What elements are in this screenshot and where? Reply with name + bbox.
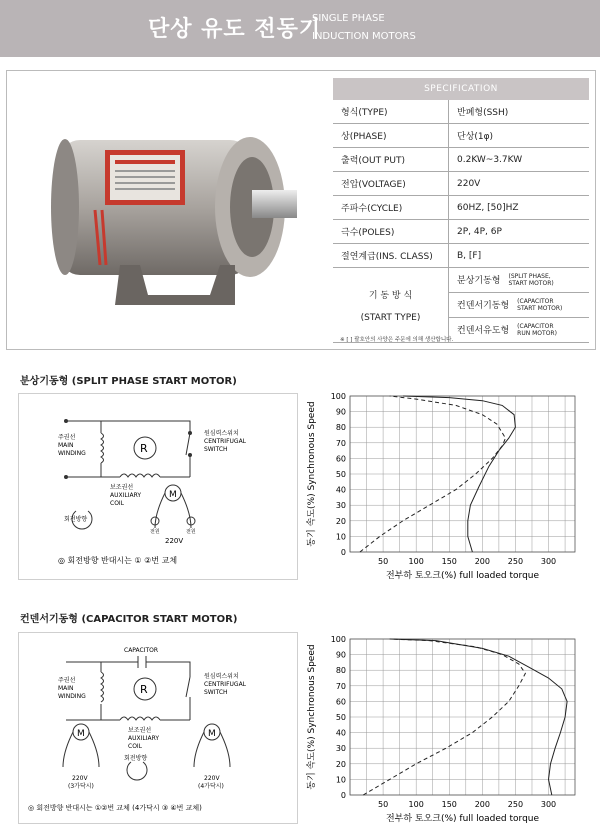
capacitor-left-voltage: 220V (72, 775, 88, 782)
x-tick-label: 50 (377, 800, 389, 809)
split-r-symbol: R (140, 442, 148, 455)
motor-image (30, 90, 330, 330)
capacitor-main-winding-en1: MAIN (58, 685, 74, 692)
start-type-label-ko: 기 동 방 식 (368, 290, 413, 301)
split-terminal-b: 전원 (186, 529, 196, 535)
y-tick-label: 70 (335, 681, 346, 691)
y-tick-label: 0 (340, 548, 346, 557)
y-tick-label: 100 (330, 635, 346, 644)
capacitor-section-title: 컨덴서기동형 (CAPACITOR START MOTOR) (20, 614, 238, 625)
capacitor-m-left: M (77, 729, 85, 739)
capacitor-right-voltage: 220V (204, 775, 220, 782)
y-tick-label: 70 (335, 438, 346, 448)
split-wiring-diagram (18, 393, 296, 578)
x-tick-label: 100 (408, 800, 424, 809)
y-tick-label: 30 (335, 744, 346, 754)
x-tick-label: 200 (474, 800, 490, 809)
capacitor-main-winding-en2: WINDING (58, 693, 86, 700)
x-tick-label: 150 (441, 557, 457, 566)
split-main-winding-en1: MAIN (58, 442, 74, 449)
table-row: 컨덴서기동형 (CAPACITOR START MOTOR) (333, 293, 589, 318)
split-terminal-a: 전원 (150, 529, 160, 535)
spec-heading: SPECIFICATION (333, 78, 589, 100)
split-switch-ko: 원심력스위치 (204, 430, 239, 437)
table-row: 형식(TYPE) 반폐형(SSH) (333, 100, 589, 124)
capacitor-wiring-diagram (18, 632, 296, 822)
split-m-symbol: M (169, 490, 177, 500)
split-voltage: 220V (165, 537, 184, 545)
capacitor-left-wire: (3가닥시) (68, 783, 94, 790)
x-tick-label: 300 (540, 800, 557, 809)
y-tick-label: 40 (335, 728, 346, 738)
x-tick-label: 100 (408, 557, 424, 566)
y-tick-label: 80 (335, 666, 346, 676)
page-subtitle-line1: SINGLE PHASE (312, 13, 385, 24)
y-tick-label: 80 (335, 423, 346, 433)
y-tick-label: 50 (335, 713, 346, 722)
capacitor-switch-ko: 원심력스위치 (204, 673, 239, 680)
y-tick-label: 20 (335, 759, 346, 769)
y-tick-label: 10 (335, 532, 346, 542)
split-aux-en2: COIL (110, 500, 125, 507)
x-tick-label: 300 (540, 557, 557, 566)
capacitor-torque-chart (300, 625, 590, 835)
table-row: 절연계급(INS. CLASS) B, [F] (333, 244, 589, 268)
y-tick-label: 60 (335, 454, 346, 464)
table-row: 상(PHASE) 단상(1φ) (333, 124, 589, 148)
y-tick-label: 50 (335, 470, 346, 479)
table-row: 전압(VOLTAGE) 220V (333, 172, 589, 196)
capacitor-aux-ko: 보조권선 (128, 727, 152, 734)
table-row: 컨덴서유도형 (CAPACITOR RUN MOTOR) (333, 318, 589, 343)
x-tick-label: 250 (507, 800, 524, 809)
split-switch-en2: SWITCH (204, 446, 228, 453)
split-section-title: 분상기동형 (SPLIT PHASE START MOTOR) (20, 376, 237, 387)
split-torque-chart (300, 382, 590, 592)
capacitor-instruction: ◎ 회전방향 반대시는 ①②번 교체 (4가닥시 ③ ④번 교체) (28, 804, 202, 812)
table-row: 출력(OUT PUT) 0.2KW~3.7KW (333, 148, 589, 172)
capacitor-aux-en2: COIL (128, 743, 143, 750)
capacitor-switch-en2: SWITCH (204, 689, 228, 696)
capacitor-label: CAPACITOR (124, 647, 159, 654)
x-axis-label: 전부하 토오크(%) full loaded torque (385, 571, 540, 581)
split-main-winding-en2: WINDING (58, 450, 86, 457)
y-tick-label: 0 (340, 791, 346, 800)
y-axis-label: 동기 속도(%) Synchronous Speed (307, 644, 317, 790)
y-tick-label: 90 (335, 407, 346, 417)
y-tick-label: 100 (330, 392, 346, 401)
page-title: 단상 유도 전동기 (148, 17, 322, 42)
y-tick-label: 30 (335, 501, 346, 511)
page-subtitle-line2: INDUCTION MOTORS (312, 31, 416, 42)
split-rotation: 회전방향 (64, 516, 88, 523)
y-tick-label: 10 (335, 775, 346, 785)
spec-table (333, 78, 589, 343)
table-row: 기 동 방 식 (START TYPE) 분상기동형 (SPLIT PHASE, START MOTOR) (333, 268, 589, 293)
x-tick-label: 200 (474, 557, 490, 566)
capacitor-rotation: 회전방향 (124, 755, 148, 762)
split-aux-en1: AUXILIARY (110, 492, 142, 499)
x-axis-label: 전부하 토오크(%) full loaded torque (385, 814, 540, 824)
y-tick-label: 60 (335, 697, 346, 707)
capacitor-m-right: M (208, 729, 216, 739)
capacitor-switch-en1: CENTRIFUGAL (204, 681, 247, 688)
split-main-winding-ko: 주권선 (58, 434, 76, 441)
capacitor-r-symbol: R (140, 683, 148, 696)
split-instruction: ◎ 회전방향 반대시는 ① ②번 교체 (58, 556, 178, 565)
start-type-label-en: (START TYPE) (360, 312, 421, 323)
x-tick-label: 250 (507, 557, 524, 566)
table-row: 주파수(CYCLE) 60HZ, [50]HZ (333, 196, 589, 220)
y-axis-label: 동기 속도(%) Synchronous Speed (307, 401, 317, 547)
capacitor-aux-en1: AUXILIARY (128, 735, 160, 742)
capacitor-main-winding-ko: 주권선 (58, 677, 76, 684)
capacitor-right-wire: (4가닥시) (198, 783, 224, 790)
x-tick-label: 150 (441, 800, 457, 809)
table-row: 극수(POLES) 2P, 4P, 6P (333, 220, 589, 244)
y-tick-label: 90 (335, 650, 346, 660)
y-tick-label: 40 (335, 485, 346, 495)
x-tick-label: 50 (377, 557, 389, 566)
split-switch-en1: CENTRIFUGAL (204, 438, 247, 445)
y-tick-label: 20 (335, 516, 346, 526)
split-aux-ko: 보조권선 (110, 484, 134, 491)
spec-note: ※ [ ] 괄호안의 사양은 주문에 의해 생산합니다. (340, 337, 454, 343)
